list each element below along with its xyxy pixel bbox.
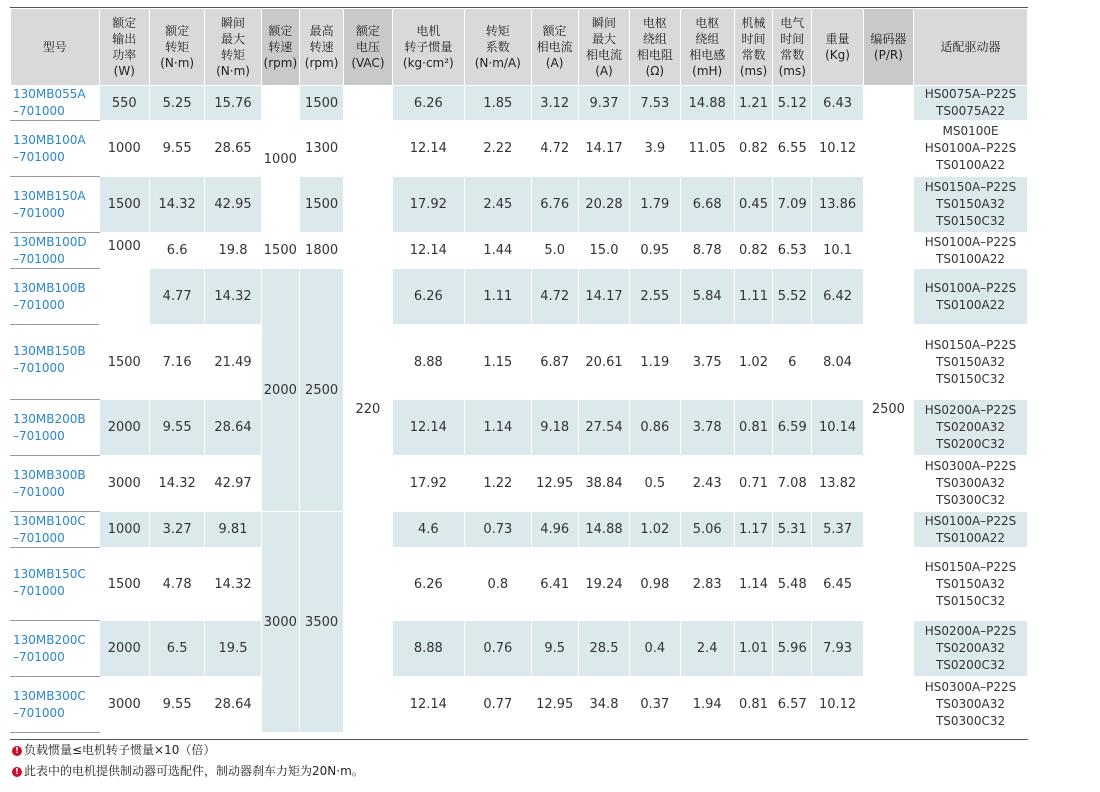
torque-cell: 9.55 [149,121,204,177]
elec-time-cell: 5.96 [773,621,812,677]
kt-cell: 0.73 [465,512,531,548]
weight-cell: 8.04 [812,325,863,400]
max-current-cell: 14.88 [578,512,629,548]
driver-cell: MS0100E HS0100A–P22S TS0100A22 [914,121,1028,177]
max-current-cell: 19.24 [578,548,629,621]
driver-cell: HS0200A–P22S TS0200A32 TS0200C32 [914,621,1028,677]
torque-cell: 3.27 [149,512,204,548]
weight-cell: 13.86 [812,177,863,233]
resistance-cell: 0.98 [630,548,680,621]
inertia-cell: 12.14 [392,400,464,456]
max-current-cell: 20.61 [578,325,629,400]
max-torque-cell: 28.65 [205,121,261,177]
current-cell: 4.72 [531,269,578,325]
kt-cell: 0.77 [465,677,531,733]
inertia-cell: 8.88 [392,325,464,400]
resistance-cell: 0.4 [630,621,680,677]
header-row [11,9,1028,86]
max-torque-cell: 9.81 [205,512,261,548]
inductance-cell: 5.84 [680,269,734,325]
mech-time-cell: 1.21 [734,86,772,121]
motor-spec-table [10,8,1028,733]
table-row [11,86,1028,121]
inertia-cell: 6.26 [392,269,464,325]
elec-time-cell: 5.52 [773,269,812,325]
driver-cell: HS0150A–P22S TS0150A32 TS0150C32 [914,325,1028,400]
torque-cell: 5.25 [149,86,204,121]
footnote-text: 此表中的电机提供制动器可选配件，制动器刹车力矩为20N·m。 [24,764,364,778]
inductance-cell: 5.06 [680,512,734,548]
warning-icon: ! [12,746,22,756]
inductance-cell: 2.4 [680,621,734,677]
current-cell: 9.5 [531,621,578,677]
power-cell: 1500 [99,177,149,233]
elec-time-cell: 7.09 [773,177,812,233]
current-cell: 6.41 [531,548,578,621]
header-mech-time: 机械 时间 常数 (ms) [734,9,772,86]
inertia-cell: 12.14 [392,677,464,733]
mech-time-cell: 1.01 [734,621,772,677]
header-encoder: 编码器 (P/R) [863,9,913,86]
kt-cell: 2.22 [465,121,531,177]
max-torque-cell: 15.76 [205,86,261,121]
max-current-cell: 38.84 [578,456,629,512]
mech-time-cell: 0.81 [734,677,772,733]
max-current-cell: 34.8 [578,677,629,733]
weight-cell: 10.1 [812,233,863,269]
model-cell: 130MB300B –701000 [11,456,100,512]
inductance-cell: 3.75 [680,325,734,400]
inductance-cell: 2.43 [680,456,734,512]
driver-cell: HS0300A–P22S TS0300A32 TS0300C32 [914,677,1028,733]
max-current-cell: 27.54 [578,400,629,456]
speed-cell-1000: 1000 [261,86,299,233]
inductance-cell: 14.88 [680,86,734,121]
driver-cell: HS0150A–P22S TS0150A32 TS0150C32 [914,177,1028,233]
header-current: 额定 相电流 (A) [531,9,578,86]
current-cell: 4.72 [531,121,578,177]
power-cell: 550 [99,86,149,121]
max-current-cell: 14.17 [578,121,629,177]
header-elec-time: 电气 时间 常数 (ms) [773,9,812,86]
inductance-cell: 2.83 [680,548,734,621]
header-kt: 转矩 系数 (N·m/A) [465,9,531,86]
elec-time-cell: 7.08 [773,456,812,512]
elec-time-cell: 6.59 [773,400,812,456]
max-speed-cell-3500: 3500 [299,512,343,733]
speed-cell-2000: 2000 [261,269,299,512]
mech-time-cell: 1.17 [734,512,772,548]
model-cell: 130MB150B –701000 [11,325,100,400]
max-current-cell: 14.17 [578,269,629,325]
kt-cell: 0.76 [465,621,531,677]
mech-time-cell: 0.45 [734,177,772,233]
resistance-cell: 0.86 [630,400,680,456]
model-cell: 130MB100B –701000 [11,269,100,325]
header-voltage: 额定 电压 (VAC) [344,9,392,86]
header-max-speed: 最高 转速 (rpm) [299,9,343,86]
footnote-line [12,740,364,761]
footnotes [12,740,364,782]
driver-cell: HS0100A–P22S TS0100A22 [914,233,1028,269]
header-inductance: 电枢 绕组 相电感 (mH) [680,9,734,86]
resistance-cell: 1.02 [630,512,680,548]
weight-cell: 10.12 [812,677,863,733]
max-torque-cell: 21.49 [205,325,261,400]
model-cell: 130MB100D –701000 [11,233,100,269]
header-speed: 额定 转速 (rpm) [261,9,299,86]
warning-icon: ! [12,767,22,777]
kt-cell: 1.15 [465,325,531,400]
weight-cell: 13.82 [812,456,863,512]
inertia-cell: 6.26 [392,548,464,621]
max-torque-cell: 28.64 [205,400,261,456]
max-current-cell: 15.0 [578,233,629,269]
current-cell: 12.95 [531,677,578,733]
torque-cell: 14.32 [149,456,204,512]
header-resistance: 电枢 绕组 相电阻 (Ω) [630,9,680,86]
driver-cell: HS0200A–P22S TS0200A32 TS0200C32 [914,400,1028,456]
weight-cell: 5.37 [812,512,863,548]
driver-cell: HS0100A–P22S TS0100A22 [914,512,1028,548]
power-cell-1000: 1000 [99,233,149,325]
power-cell: 2000 [99,621,149,677]
inductance-cell: 6.68 [680,177,734,233]
encoder-cell: 2500 [863,86,913,733]
elec-time-cell: 5.48 [773,548,812,621]
max-torque-cell: 42.95 [205,177,261,233]
max-current-cell: 28.5 [578,621,629,677]
model-cell: 130MB100C –701000 [11,512,100,548]
mech-time-cell: 0.81 [734,400,772,456]
driver-cell: HS0300A–P22S TS0300A32 TS0300C32 [914,456,1028,512]
kt-cell: 2.45 [465,177,531,233]
power-cell: 1500 [99,548,149,621]
max-speed-cell: 1800 [299,233,343,269]
speed-cell-3000: 3000 [261,512,299,733]
model-cell: 130MB055A –701000 [11,86,100,121]
max-torque-cell: 19.8 [205,233,261,269]
torque-cell: 6.6 [149,233,204,269]
header-max-torque: 瞬间 最大 转矩 (N·m) [205,9,261,86]
elec-time-cell: 6.53 [773,233,812,269]
voltage-cell: 220 [344,86,392,733]
elec-time-cell: 6 [773,325,812,400]
model-cell: 130MB150A –701000 [11,177,100,233]
max-torque-cell: 28.64 [205,677,261,733]
driver-cell: HS0075A–P22S TS0075A22 [914,86,1028,121]
header-model: 型号 [11,9,100,86]
mech-time-cell: 1.14 [734,548,772,621]
resistance-cell: 7.53 [630,86,680,121]
model-cell: 130MB100A –701000 [11,121,100,177]
max-torque-cell: 14.32 [205,269,261,325]
header-driver: 适配驱动器 [914,9,1028,86]
inductance-cell: 8.78 [680,233,734,269]
torque-cell: 6.5 [149,621,204,677]
model-cell: 130MB300C –701000 [11,677,100,733]
inertia-cell: 6.26 [392,86,464,121]
max-torque-cell: 19.5 [205,621,261,677]
power-cell: 3000 [99,456,149,512]
weight-cell: 6.43 [812,86,863,121]
inertia-cell: 12.14 [392,121,464,177]
kt-cell: 1.44 [465,233,531,269]
torque-cell: 14.32 [149,177,204,233]
elec-time-cell: 5.12 [773,86,812,121]
current-cell: 9.18 [531,400,578,456]
torque-cell: 9.55 [149,677,204,733]
resistance-cell: 0.37 [630,677,680,733]
driver-cell: HS0150A–P22S TS0150A32 TS0150C32 [914,548,1028,621]
max-current-cell: 9.37 [578,86,629,121]
mech-time-cell: 0.82 [734,121,772,177]
kt-cell: 1.85 [465,86,531,121]
inductance-cell: 3.78 [680,400,734,456]
kt-cell: 0.8 [465,548,531,621]
mech-time-cell: 0.82 [734,233,772,269]
resistance-cell: 2.55 [630,269,680,325]
kt-cell: 1.14 [465,400,531,456]
inertia-cell: 17.92 [392,456,464,512]
footnote-text: 负载惯量≤电机转子惯量×10（倍） [24,743,216,757]
weight-cell: 6.42 [812,269,863,325]
power-cell: 1000 [99,512,149,548]
power-cell: 1500 [99,325,149,400]
weight-cell: 10.14 [812,400,863,456]
inertia-cell: 12.14 [392,233,464,269]
resistance-cell: 1.19 [630,325,680,400]
resistance-cell: 3.9 [630,121,680,177]
weight-cell: 6.45 [812,548,863,621]
max-speed-cell: 1500 [299,177,343,233]
elec-time-cell: 5.31 [773,512,812,548]
power-cell: 2000 [99,400,149,456]
inductance-cell: 1.94 [680,677,734,733]
resistance-cell: 0.95 [630,233,680,269]
inertia-cell: 8.88 [392,621,464,677]
current-cell: 5.0 [531,233,578,269]
speed-cell: 1500 [261,233,299,269]
elec-time-cell: 6.55 [773,121,812,177]
kt-cell: 1.11 [465,269,531,325]
resistance-cell: 0.5 [630,456,680,512]
resistance-cell: 1.79 [630,177,680,233]
header-torque: 额定 转矩 (N·m) [149,9,204,86]
torque-cell: 9.55 [149,400,204,456]
current-cell: 6.76 [531,177,578,233]
header-weight: 重量 (Kg) [812,9,863,86]
current-cell: 3.12 [531,86,578,121]
torque-cell: 4.77 [149,269,204,325]
max-speed-cell: 1500 [299,86,343,121]
mech-time-cell: 0.71 [734,456,772,512]
kt-cell: 1.22 [465,456,531,512]
mech-time-cell: 1.11 [734,269,772,325]
model-cell: 130MB200B –701000 [11,400,100,456]
max-speed-cell-2500: 2500 [299,269,343,512]
current-cell: 12.95 [531,456,578,512]
power-cell: 3000 [99,677,149,733]
weight-cell: 10.12 [812,121,863,177]
inertia-cell: 4.6 [392,512,464,548]
current-cell: 4.96 [531,512,578,548]
torque-cell: 4.78 [149,548,204,621]
inertia-cell: 17.92 [392,177,464,233]
max-current-cell: 20.28 [578,177,629,233]
mech-time-cell: 1.02 [734,325,772,400]
weight-cell: 7.93 [812,621,863,677]
max-torque-cell: 42.97 [205,456,261,512]
inductance-cell: 11.05 [680,121,734,177]
header-max-current: 瞬间 最大 相电流 (A) [578,9,629,86]
current-cell: 6.87 [531,325,578,400]
footnote-line [12,761,364,782]
power-cell: 1000 [99,121,149,177]
header-inertia: 电机 转子惯量 (kg·cm²) [392,9,464,86]
torque-cell: 7.16 [149,325,204,400]
max-speed-cell: 1300 [299,121,343,177]
model-cell: 130MB150C –701000 [11,548,100,621]
driver-cell: HS0100A–P22S TS0100A22 [914,269,1028,325]
max-torque-cell: 14.32 [205,548,261,621]
model-cell: 130MB200C –701000 [11,621,100,677]
header-power: 额定 输出 功率 (W) [99,9,149,86]
elec-time-cell: 6.57 [773,677,812,733]
